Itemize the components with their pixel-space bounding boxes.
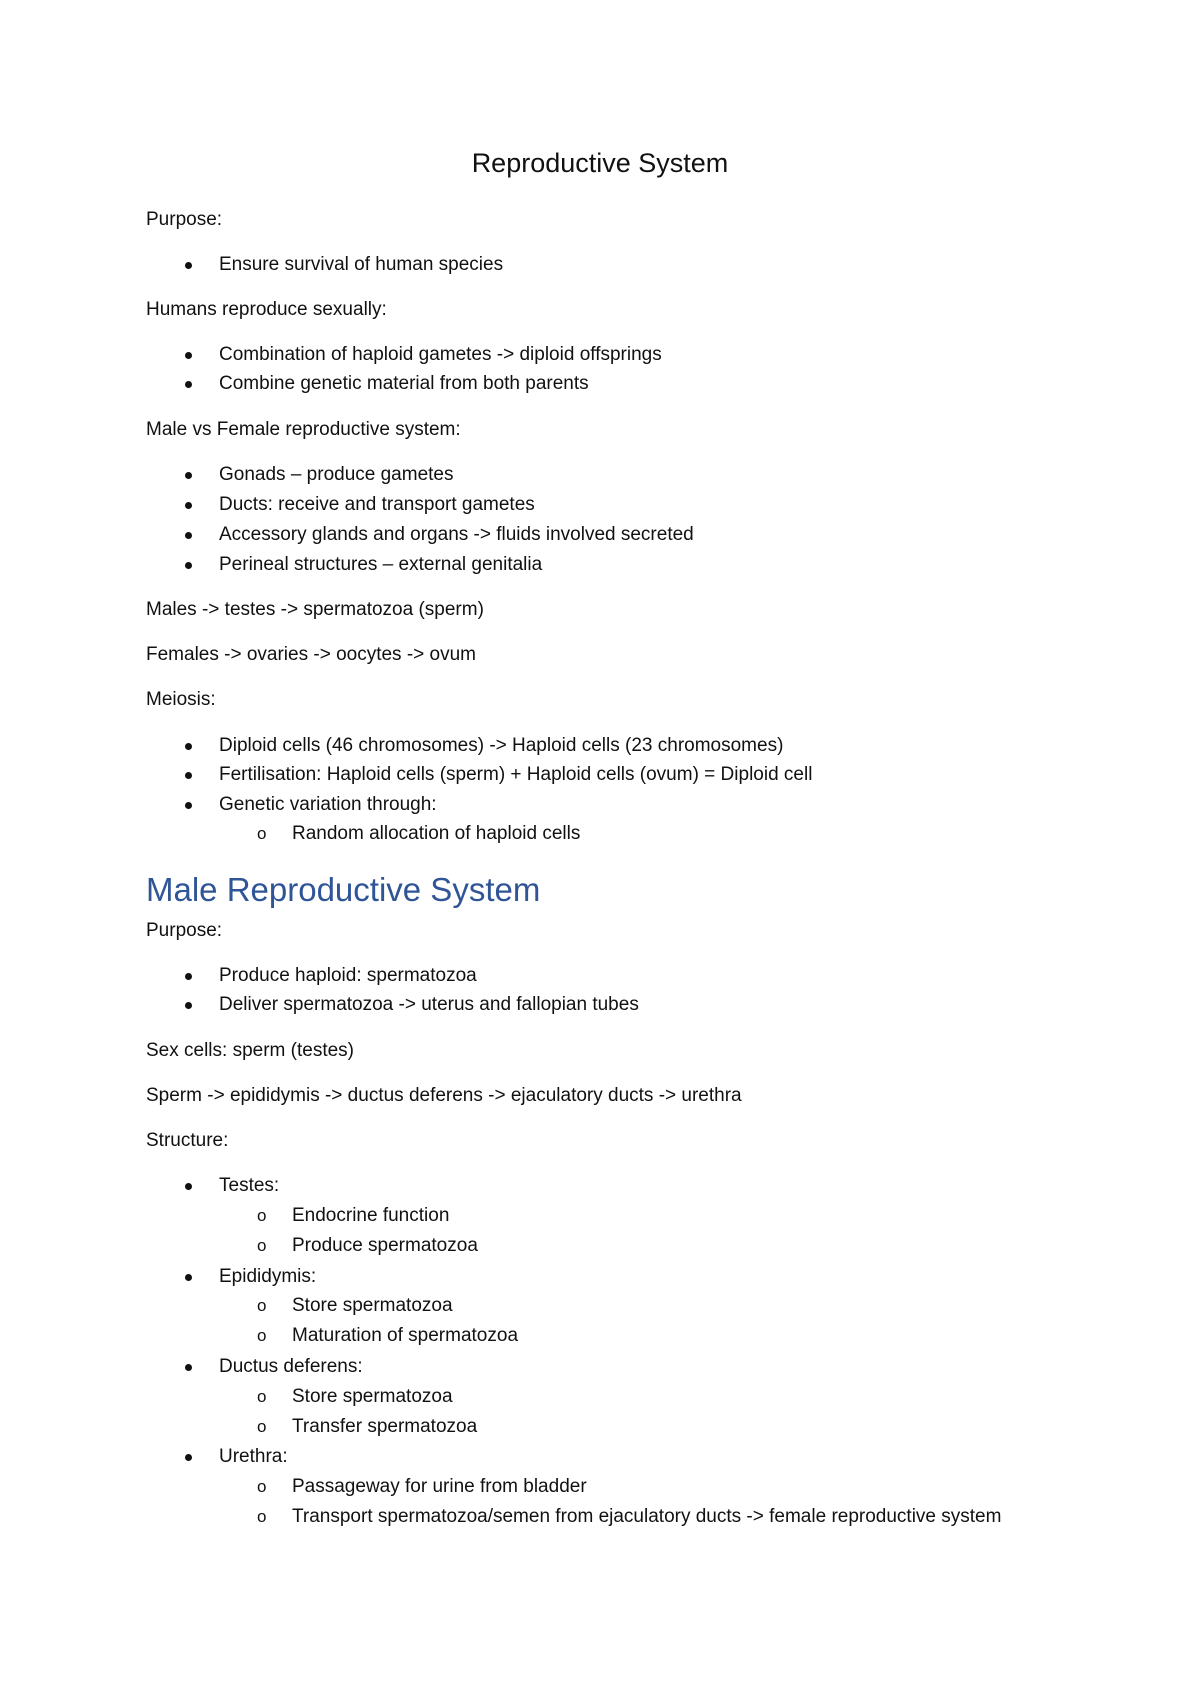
section-heading: Male Reproductive System <box>146 871 541 908</box>
sub-list-item: Store spermatozoa <box>292 1295 453 1316</box>
list-item: Deliver spermatozoa -> uterus and fallopian tubes <box>219 994 639 1015</box>
paragraph-label: Meiosis: <box>146 689 216 710</box>
circle-bullet-icon: o <box>257 1206 267 1225</box>
circle-bullet-icon: o <box>257 1507 267 1526</box>
bullet-icon <box>185 532 192 539</box>
structure-label: Structure: <box>146 1130 229 1151</box>
circle-bullet-icon: o <box>257 824 267 843</box>
page-title: Reproductive System <box>471 148 729 178</box>
list-item: Testes: <box>219 1175 280 1196</box>
bullet-icon <box>185 973 192 980</box>
bullet-icon <box>185 472 192 479</box>
list-item: Fertilisation: Haploid cells (sperm) + Haploid cells (ovum) = Diploid cell <box>219 764 813 785</box>
paragraph-line: Females -> ovaries -> oocytes -> ovum <box>146 644 476 665</box>
list-item: Perineal structures – external genitalia <box>219 554 543 575</box>
bullet-icon <box>185 352 192 359</box>
list-item: Produce haploid: spermatozoa <box>219 965 477 986</box>
sub-list-item: Transport spermatozoa/semen from ejaculatory ducts -> female reproductive system <box>292 1506 1002 1527</box>
sub-list-item: Random allocation of haploid cells <box>292 823 581 844</box>
sub-list-item: Produce spermatozoa <box>292 1235 478 1256</box>
purpose-label: Purpose: <box>146 209 223 230</box>
list-item: Epididymis: <box>219 1266 317 1287</box>
bullet-icon <box>185 802 192 809</box>
list-item: Ducts: receive and transport gametes <box>219 494 535 515</box>
list-item: Diploid cells (46 chromosomes) -> Haploid cells (23 chromosomes) <box>219 735 784 756</box>
bullet-icon <box>185 1454 192 1461</box>
bullet-icon <box>185 1183 192 1190</box>
list-item: Urethra: <box>219 1446 288 1467</box>
purpose-label: Purpose: <box>146 920 223 941</box>
list-item: Ensure survival of human species <box>219 254 504 275</box>
list-item: Genetic variation through: <box>219 794 437 815</box>
paragraph-line: Sperm -> epididymis -> ductus deferens -> ejaculatory ducts -> urethra <box>146 1085 742 1106</box>
bullet-icon <box>185 1364 192 1371</box>
bullet-icon <box>185 562 192 569</box>
sub-list-item: Store spermatozoa <box>292 1386 453 1407</box>
sub-list-item: Endocrine function <box>292 1205 450 1226</box>
list-item: Ductus deferens: <box>219 1356 363 1377</box>
sub-list-item: Transfer spermatozoa <box>292 1416 478 1437</box>
circle-bullet-icon: o <box>257 1387 267 1406</box>
list-item: Gonads – produce gametes <box>219 464 454 485</box>
bullet-icon <box>185 1002 192 1009</box>
bullet-icon <box>185 262 192 269</box>
paragraph-label: Humans reproduce sexually: <box>146 299 387 320</box>
circle-bullet-icon: o <box>257 1296 267 1315</box>
bullet-icon <box>185 502 192 509</box>
bullet-icon <box>185 1274 192 1281</box>
list-item: Combine genetic material from both parents <box>219 373 589 394</box>
list-item: Combination of haploid gametes -> diploid offsprings <box>219 344 662 365</box>
circle-bullet-icon: o <box>257 1417 267 1436</box>
circle-bullet-icon: o <box>257 1236 267 1255</box>
bullet-icon <box>185 772 192 779</box>
sub-list-item: Passageway for urine from bladder <box>292 1476 587 1497</box>
bullet-icon <box>185 743 192 750</box>
sub-list-item: Maturation of spermatozoa <box>292 1325 519 1346</box>
bullet-icon <box>185 381 192 388</box>
paragraph-line: Sex cells: sperm (testes) <box>146 1040 354 1061</box>
circle-bullet-icon: o <box>257 1326 267 1345</box>
list-item: Accessory glands and organs -> fluids involved secreted <box>219 524 694 545</box>
circle-bullet-icon: o <box>257 1477 267 1496</box>
paragraph-label: Male vs Female reproductive system: <box>146 419 461 440</box>
paragraph-line: Males -> testes -> spermatozoa (sperm) <box>146 599 484 620</box>
